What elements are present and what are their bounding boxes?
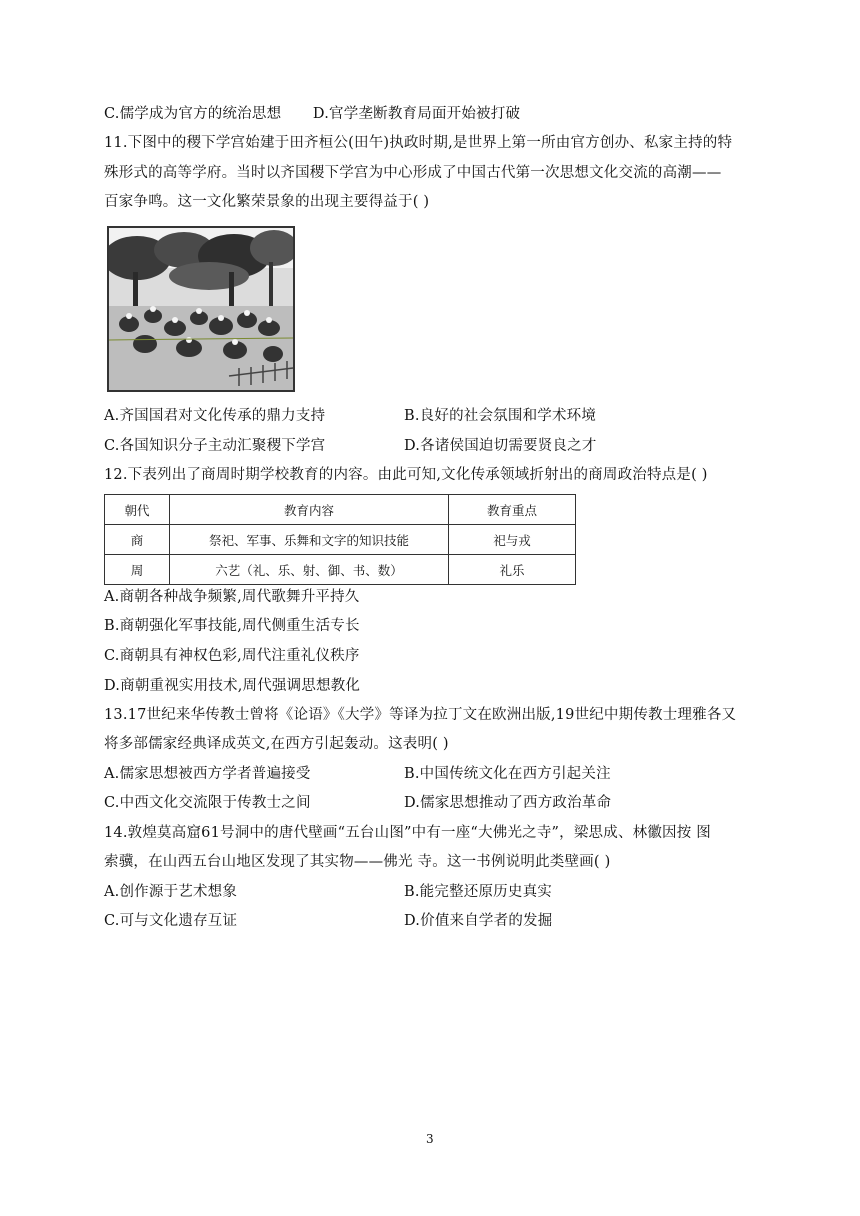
q11-option-b[interactable]: B.良好的社会氛围和学术环境 [404,408,597,424]
q14-option-d[interactable]: D.价值来自学者的发掘 [404,913,553,929]
table-cell: 商 [105,525,170,555]
table-cell: 六艺（礼、乐、射、御、书、数） [170,555,449,585]
q11-stem-line-3: 百家争鸣。这一文化繁荣景象的出现主要得益于( ) [104,194,430,210]
q11-option-c[interactable]: C.各国知识分子主动汇聚稷下学宫 [104,438,326,454]
shang-zhou-education-table [104,494,576,585]
q12-option-a[interactable]: A.商朝各种战争频繁,周代歌舞升平持久 [104,589,360,605]
table-cell: 祭祀、军事、乐舞和文字的知识技能 [170,525,449,555]
q14-stem-line-2: 索骥，在山西五台山地区发现了其实物——佛光 寺。这一书例说明此类壁画( ) [104,854,611,870]
table-cell: 周 [105,555,170,585]
q12-option-d[interactable]: D.商朝重视实用技术,周代强调思想教化 [104,678,361,694]
q11-option-d[interactable]: D.各诸侯国迫切需要贤良之才 [404,438,597,454]
table-header-cell: 教育重点 [449,495,576,525]
q14-option-b[interactable]: B.能完整还原历史真实 [404,884,552,900]
q14-option-c[interactable]: C.可与文化遗存互证 [104,913,238,929]
q12-stem: 12.下表列出了商周时期学校教育的内容。由此可知,文化传承领域折射出的商周政治特点是( ) [104,467,708,483]
q10-option-c[interactable]: C.儒学成为官方的统治思想 [104,106,282,122]
q11-options-row-1 [104,406,325,426]
q10-options-row [104,104,520,124]
q13-option-b[interactable]: B.中国传统文化在西方引起关注 [404,766,611,782]
q12-option-c[interactable]: C.商朝具有神权色彩,周代注重礼仪秩序 [104,648,360,664]
jixia-academy-image [109,228,293,390]
q13-option-d[interactable]: D.儒家思想推动了西方政治革命 [404,795,612,811]
q14-option-a[interactable]: A.创作源于艺术想象 [104,884,238,900]
q14-stem-line-1: 14.敦煌莫高窟61号洞中的唐代壁画“五台山图”中有一座“大佛光之寺”，梁思成、林徽因按 图 [104,825,711,841]
page-number: 3 [426,1132,434,1146]
table-cell: 礼乐 [449,555,576,585]
table-header-cell: 教育内容 [170,495,449,525]
q13-option-a[interactable]: A.儒家思想被西方学者普遍接受 [104,766,311,782]
q13-option-c[interactable]: C.中西文化交流限于传教士之间 [104,795,311,811]
table-row [105,525,576,555]
q12-option-b[interactable]: B.商朝强化军事技能,周代侧重生活专长 [104,618,360,634]
table-row [105,555,576,585]
table-header-row [105,495,576,525]
q13-stem-line-2: 将多部儒家经典译成英文,在西方引起轰动。这表明( ) [104,736,449,752]
q11-stem-line-1: 11.下图中的稷下学宫始建于田齐桓公(田午)执政时期,是世界上第一所由官方创办、私家主持的特 [104,135,733,151]
q13-stem-line-1: 13.17世纪来华传教士曾将《论语》《大学》等译为拉丁文在欧洲出版,19世纪中期传教士理雅各又 [104,707,737,723]
q11-stem-line-2: 殊形式的高等学府。当时以齐国稷下学宫为中心形成了中国古代第一次思想文化交流的高潮—— [104,165,722,181]
table-header-cell: 朝代 [105,495,170,525]
jixia-academy-illustration [107,226,295,392]
q10-option-d[interactable]: D.官学垄断教育局面开始被打破 [312,106,521,122]
table-cell: 祀与戎 [449,525,576,555]
q11-option-a[interactable]: A.齐国国君对文化传承的鼎力支持 [104,408,326,424]
